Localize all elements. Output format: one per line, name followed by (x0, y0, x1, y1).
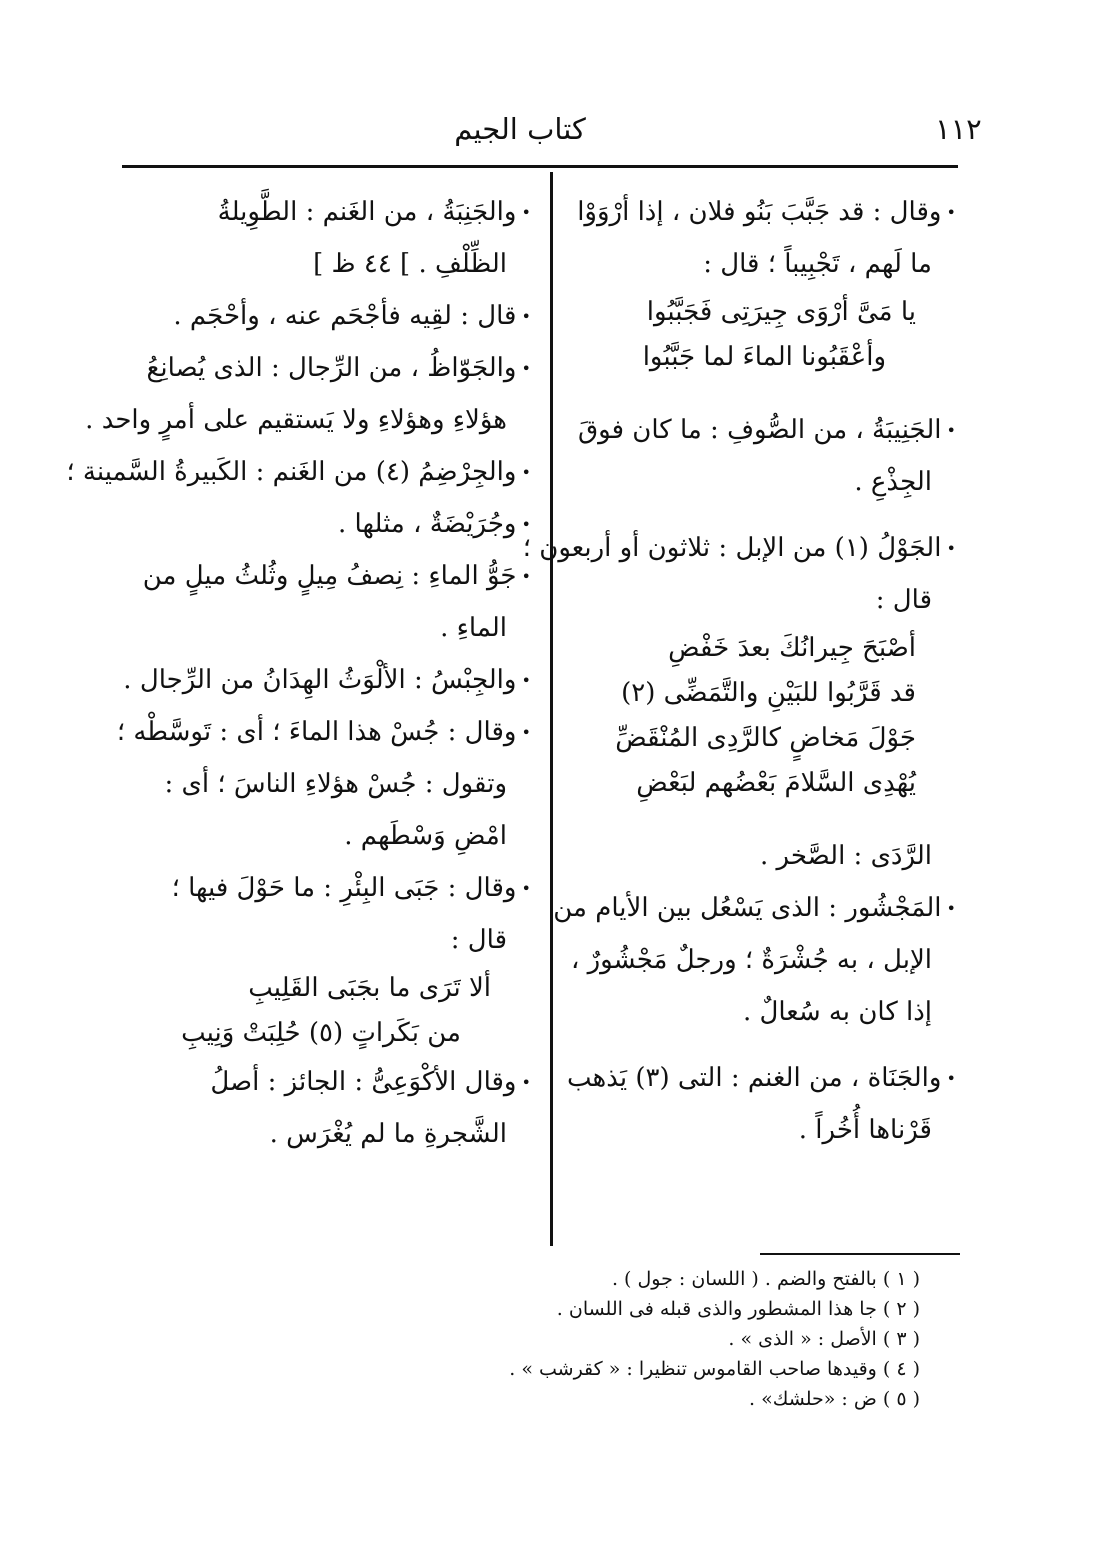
footnote: ( ٢ ) جا هذا المشطور والذى قبله فى اللسان . (556, 1298, 920, 1320)
verse-line: أصْبَحَ جِيرانُكَ بعدَ خَفْضِ (668, 633, 916, 663)
text-line: • قال : لقِيه فأجْحَم عنه ، وأحْجَم . (135, 290, 531, 342)
footnote: ( ٥ ) ض : «حلشك» . (749, 1388, 920, 1410)
text-line: وتقول : جُسْ هؤلاءِ الناسَ ؛ أى : (164, 769, 507, 799)
text-line: الجِذْعِ . (854, 467, 932, 497)
text-line: • وقال : قد جَبَّبَ بَنُو فلان ، إذا أرْوَوْا (566, 186, 956, 238)
text-line: الظِّلْفِ . ] ٤٤ ظ ] (313, 249, 507, 279)
text-line: • الجَنِيبَةُ ، من الصُّوفِ : ما كان فوقَ (566, 404, 956, 456)
right-column (522, 186, 956, 1156)
text-line: • والجَوّاظُ ، من الرِّجال : الذى يُصانِعُ (135, 342, 531, 394)
verse-line: ألا تَرَى ما بجَبَى القَلِيبِ (248, 973, 491, 1003)
text-line: هؤلاءِ وهؤلاءِ ولا يَستقيم على أمرٍ واحد . (85, 405, 507, 435)
text-line: قال : (875, 585, 932, 615)
text-line: • وجُرَيْضَةٌ ، مثلها . (135, 498, 531, 550)
footnote: ( ١ ) بالفتح والضم . ( اللسان : جول ) . (611, 1268, 920, 1290)
column-divider (550, 172, 553, 1246)
verse-line: جَوْلَ مَخاضٍ كالرَّدِى المُنْقَضِّ (615, 723, 916, 753)
text-line: الإبل ، به جُشْرَةٌ ؛ ورجلٌ مَجْشُورٌ ، (570, 945, 932, 975)
text-line: ما لَهم ، تَجْبِيباً ؛ قال : (703, 249, 932, 279)
text-line: الشَّجرةِ ما لم يُغْرَس . (269, 1119, 507, 1149)
verse-line: يُهْدِى السَّلامَ بَعْضُهم لبَعْضِ (636, 768, 916, 798)
page-number: ١١٢ (935, 112, 982, 146)
text-line: الرَّدَى : الصَّخر . (759, 841, 932, 871)
footnote: ( ٣ ) الأصل : « الذى » . (728, 1328, 920, 1350)
text-line: قال : (450, 925, 507, 955)
verse-line: من بَكَراتٍ (٥) حُلِبَتْ وَنِيبِ (181, 1018, 461, 1048)
verse-line: قد قَرَّبُوا للبَيْنِ والتَّمَضِّى (٢) (621, 678, 916, 708)
footnotes (509, 1264, 920, 1414)
verse-line: يا مَىَّ أرْوَى جِيرَتِى فَجَبَّبُوا (646, 297, 916, 327)
running-title: كتاب الجيم (454, 112, 586, 146)
verse-line: وأعْقَبُونا الماءَ لما جَبَّبُوا (642, 342, 886, 372)
text-line: • جَوُّ الماءِ : نِصفُ مِيلٍ وثُلثُ ميلٍ من (135, 550, 531, 602)
text-line: • الجَوْلُ (١) من الإبل : ثلاثون أو أربعون ؛ (566, 522, 956, 574)
text-line: امْضِ وَسْطَهم . (344, 821, 507, 851)
footnote-rule (760, 1253, 960, 1255)
text-line: • والجِرْضِمُ (٤) من الغَنم : الكَبيرةُ السَّمينة ؛ (135, 446, 531, 498)
text-line: • وقال الأكْوَعِىُّ : الجائز : أصلُ (135, 1056, 531, 1108)
text-line: إذا كان به سُعالٌ . (742, 997, 932, 1027)
footnote: ( ٤ ) وقيدها صاحب القاموس تنظيرا : « كقرشب » . (509, 1358, 920, 1380)
text-line: • وقال : جَبَى البِئْرِ : ما حَوْلَ فيها ؛ (135, 862, 531, 914)
left-column (66, 186, 531, 1160)
text-line: • والجَنِبَةُ ، من الغَنم : الطَّوِيلةُ (135, 186, 531, 238)
text-line: الماءِ . (440, 613, 507, 643)
text-line: • والجِبْسُ : الألْوَثُ الهِدَانُ من الرِّجال . (135, 654, 531, 706)
text-line: قَرْناها أُخُراً . (798, 1115, 932, 1145)
header-rule (122, 165, 958, 168)
text-line: • المَجْشُور : الذى يَسْعُل بين الأيام من (566, 882, 956, 934)
text-line: • وقال : جُسْ هذا الماءَ ؛ أى : تَوسَّطْه ؛ (135, 706, 531, 758)
text-line: • والجَنَاة ، من الغنم : التى (٣) يَذهب (566, 1052, 956, 1104)
